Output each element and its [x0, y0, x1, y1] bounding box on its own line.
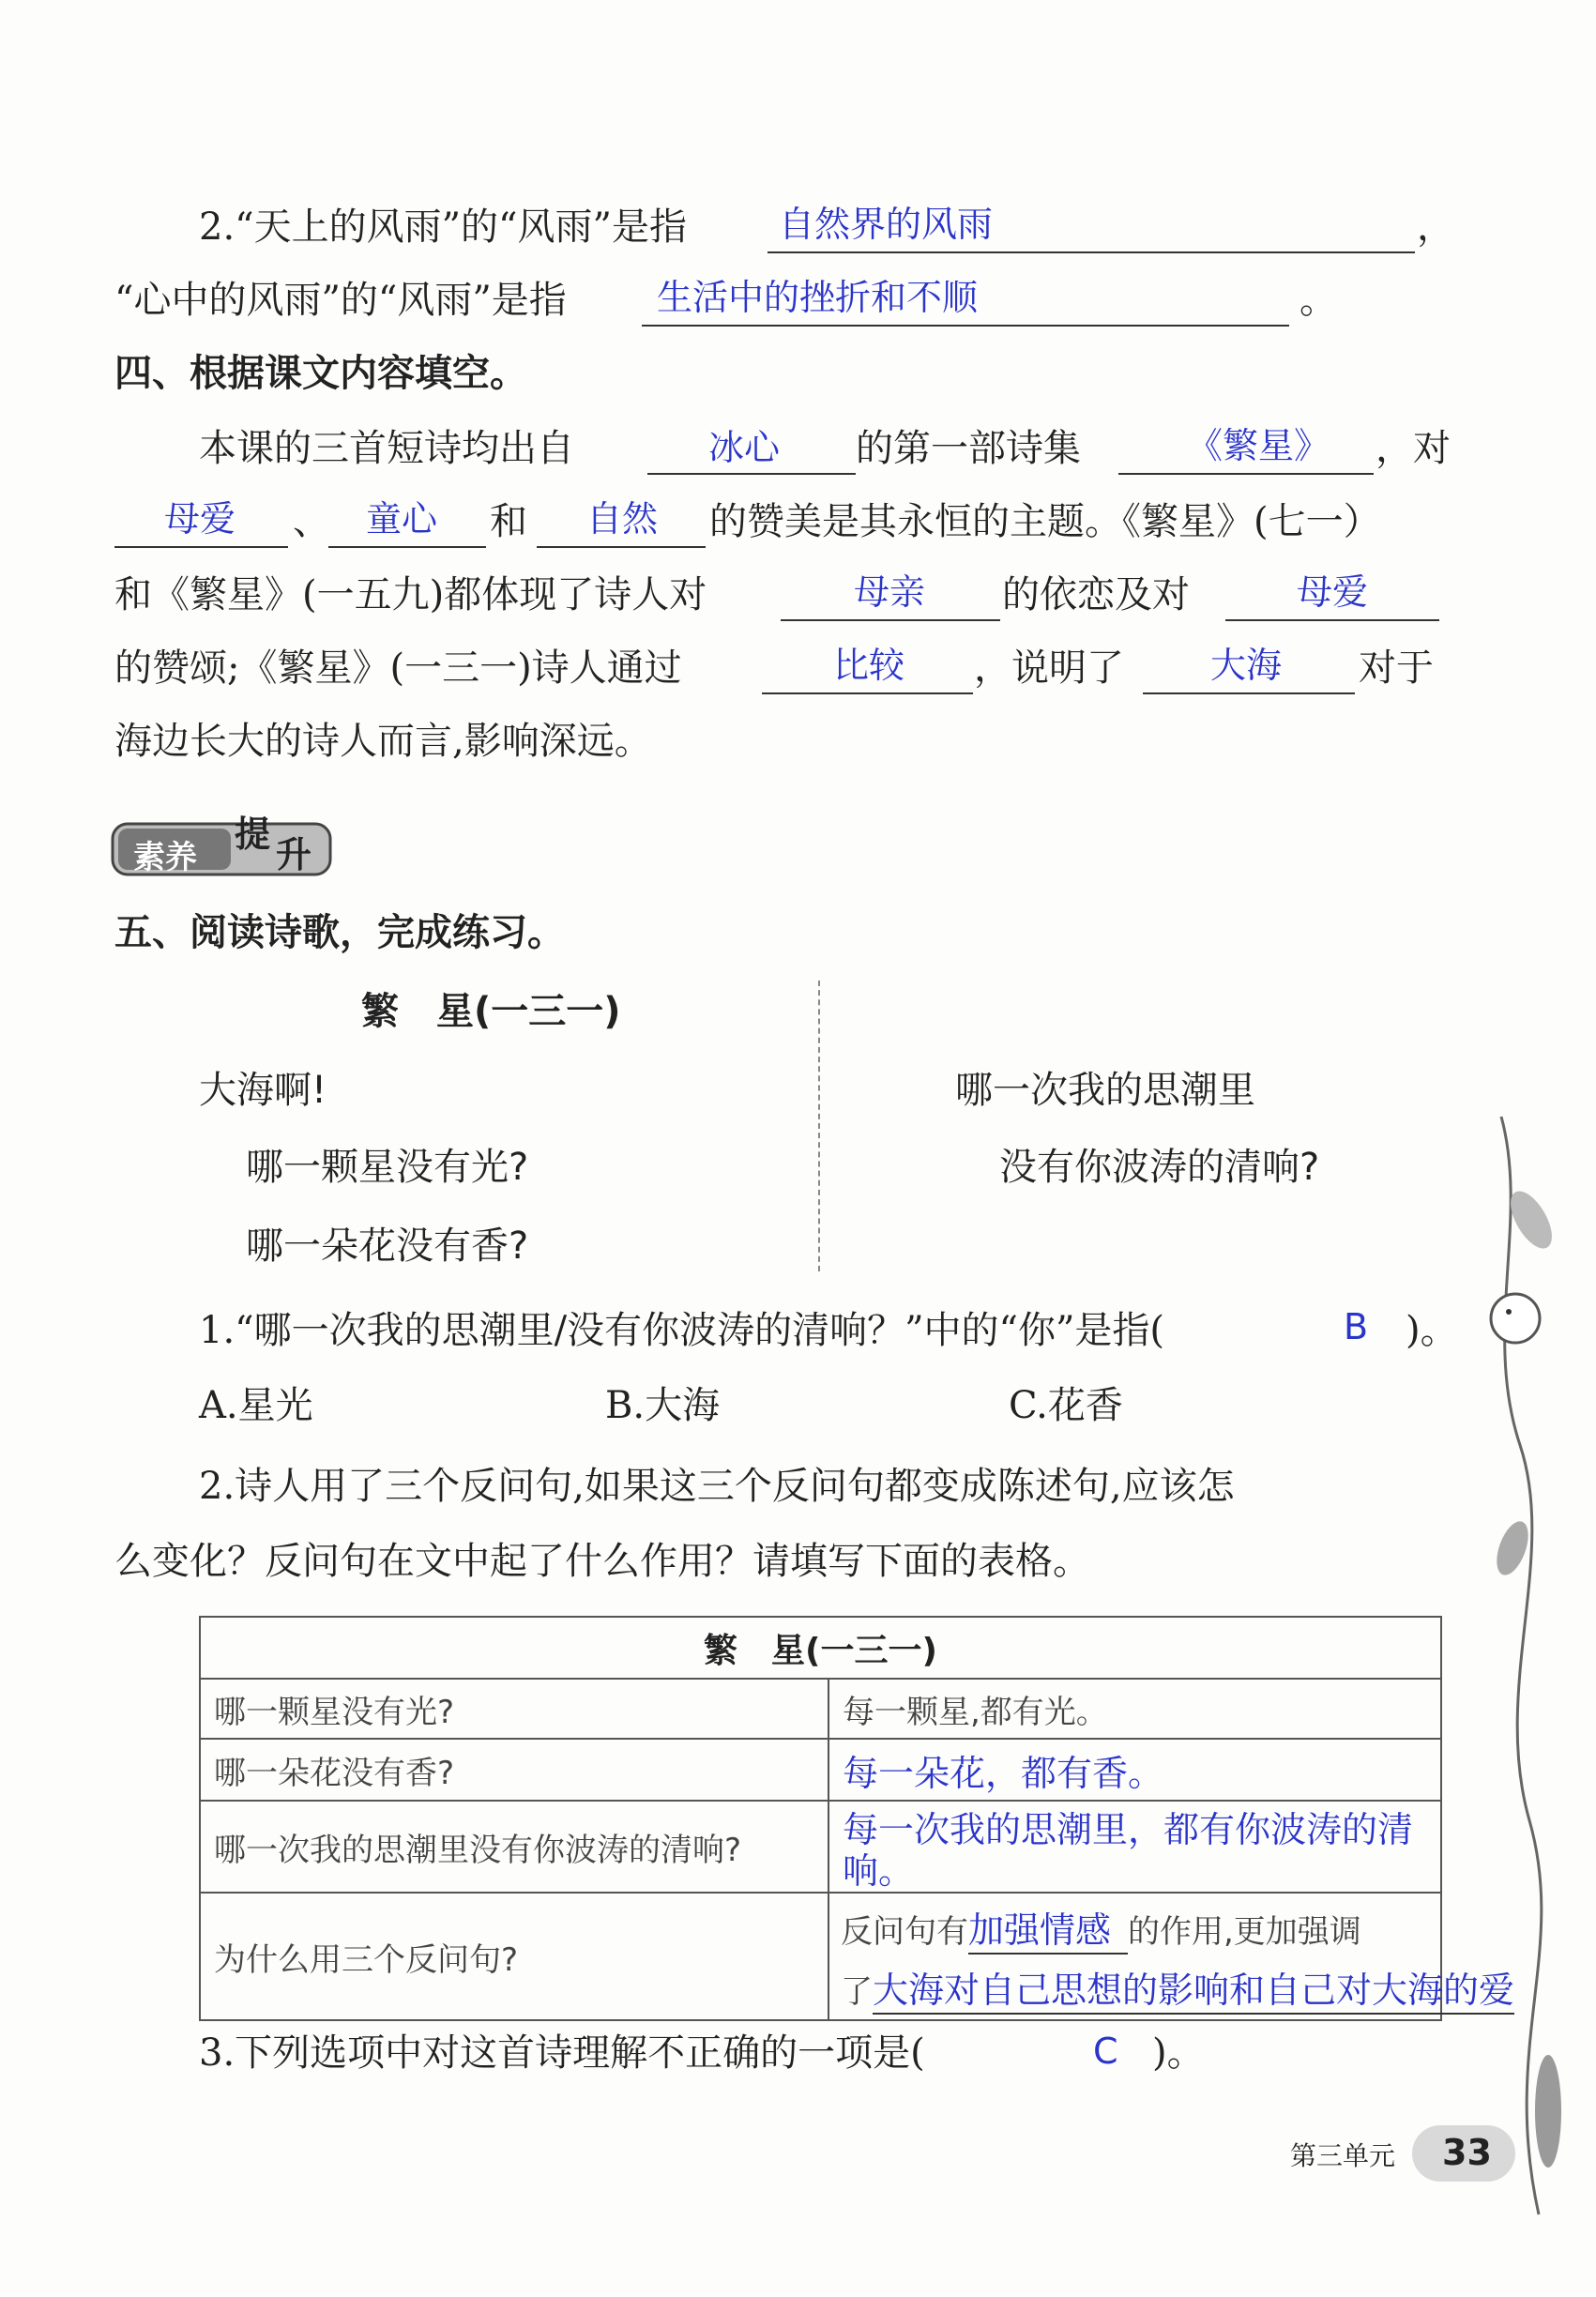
- q2-line2-blank: [642, 325, 1289, 327]
- q3-answer: C: [1093, 2031, 1118, 2072]
- vine-decoration: [1464, 1107, 1596, 2224]
- blank-love: [114, 546, 288, 548]
- s4-line2-c: 的赞美是其永恒的主题。《繁星》(七一）: [709, 500, 1381, 543]
- s4-line1-a: 本课的三首短诗均出自: [199, 427, 574, 470]
- table-row: [200, 1801, 1441, 1893]
- poem-right-line-2: 没有你波涛的清响?: [999, 1146, 1320, 1189]
- badge-part2: 提: [235, 814, 271, 855]
- q2-line2-prefix: “心中的风雨”的“风雨”是指: [114, 279, 567, 322]
- option-b: B.大海: [605, 1384, 721, 1427]
- answer-book: 《繁星》: [1187, 425, 1330, 466]
- row3-left: 哪一次我的思潮里没有你波涛的清响?: [200, 1801, 828, 1893]
- blank-sea: [1143, 692, 1355, 694]
- table-header-row: [200, 1617, 1441, 1679]
- blank-motherlove: [1225, 619, 1439, 621]
- poem-title: 繁 星(一三一): [361, 990, 621, 1033]
- option-a: A.星光: [199, 1384, 313, 1427]
- why-b: 的作用,更加强调: [1128, 1913, 1361, 1951]
- q3-end: )。: [1152, 2031, 1205, 2075]
- poem-right-line-1: 哪一次我的思潮里: [955, 1069, 1255, 1112]
- s4-line2-b: 和: [490, 500, 527, 543]
- s4-line1-c: ，对: [1376, 427, 1451, 470]
- why-c: 了: [841, 1973, 873, 2011]
- answer-motherlove: 母爱: [1297, 571, 1369, 613]
- q2-line1-suffix: ，: [1417, 205, 1454, 249]
- q1-end: )。: [1406, 1309, 1458, 1352]
- answer-mother: 母亲: [854, 571, 926, 613]
- poem-left-line-1: 大海啊!: [199, 1069, 327, 1112]
- row2-left: 哪一朵花没有香?: [200, 1739, 828, 1801]
- q2-line2-answer: 生活中的挫折和不顺: [657, 277, 979, 318]
- page-number: 33: [1442, 2132, 1492, 2173]
- row2-right: 每一朵花，都有香。: [828, 1739, 1441, 1801]
- s4-line5: 海边长大的诗人而言,影响深远。: [114, 720, 652, 763]
- answer-author: 冰心: [708, 427, 781, 468]
- blank-child: [328, 546, 486, 548]
- why-a: 反问句有: [841, 1913, 968, 1951]
- badge-part1: 素养: [133, 839, 197, 876]
- q1-answer: B: [1344, 1306, 1369, 1347]
- answer-love: 母爱: [164, 498, 236, 540]
- blank-author: [647, 473, 856, 475]
- answer-compare: 比较: [833, 645, 905, 686]
- badge-part3: 升: [276, 834, 312, 875]
- s4-line3-a: 和《繁星》(一五九)都体现了诗人对: [114, 573, 707, 616]
- poem-divider: [818, 981, 820, 1271]
- answer-nature: 自然: [586, 498, 659, 540]
- section4-title: 四、根据课文内容填空。: [114, 352, 527, 395]
- table-row: [200, 1679, 1441, 1739]
- s4-line4-c: 对于: [1359, 647, 1434, 690]
- q2-line1-blank: [768, 251, 1415, 253]
- s4-sep1: 、: [293, 500, 330, 543]
- q2-line2-suffix: 。: [1300, 279, 1337, 322]
- q2-line1-prefix: 2.“天上的风雨”的“风雨”是指: [199, 205, 687, 249]
- why-answer-2: 大海对自己思想的影响和自己对大海的爱: [873, 1961, 1514, 2015]
- q3-text: 3.下列选项中对这首诗理解不正确的一项是(: [199, 2031, 925, 2075]
- q2-line2: 么变化？反问句在文中起了什么作用？请填写下面的表格。: [114, 1540, 1090, 1583]
- q2-line1: 2.诗人用了三个反问句,如果这三个反问句都变成陈述句,应该怎: [199, 1465, 1235, 1508]
- row1-right: 每一颗星,都有光。: [828, 1679, 1441, 1739]
- conversion-table: [199, 1616, 1515, 2021]
- blank-nature: [537, 546, 706, 548]
- q1-text: 1.“哪一次我的思潮里/没有你波涛的清响？”中的“你”是指(: [199, 1309, 1165, 1352]
- s4-line4-a: 的赞颂;《繁星》(一三一)诗人通过: [114, 647, 682, 690]
- row3-right: 每一次我的思潮里，都有你波涛的清响。: [828, 1801, 1441, 1893]
- section5-title: 五、阅读诗歌，完成练习。: [114, 911, 565, 954]
- footer-unit: 第三单元: [1290, 2140, 1396, 2171]
- row4-right: [828, 1893, 1515, 2020]
- blank-compare: [762, 692, 973, 694]
- table-row: [200, 1739, 1441, 1801]
- poem-left-line-2: 哪一颗星没有光?: [246, 1146, 529, 1189]
- answer-child: 童心: [366, 498, 438, 540]
- q2-line1-answer: 自然界的风雨: [779, 204, 994, 245]
- table-header: 繁 星(一三一): [200, 1617, 1441, 1679]
- row1-left: 哪一颗星没有光?: [200, 1679, 828, 1739]
- s4-line1-b: 的第一部诗集: [856, 427, 1081, 470]
- blank-book: [1118, 473, 1374, 475]
- suyang-tisheng-badge: [111, 805, 336, 880]
- s4-line4-b: ，说明了: [974, 647, 1124, 690]
- why-answer-1: 加强情感: [968, 1901, 1128, 1955]
- table-row: [200, 1893, 1441, 2020]
- s4-line3-b: 的依恋及对: [1002, 573, 1190, 616]
- answer-sea: 大海: [1210, 645, 1283, 686]
- poem-left-line-3: 哪一朵花没有香?: [246, 1225, 529, 1268]
- row4-left: 为什么用三个反问句?: [200, 1893, 828, 2020]
- option-c: C.花香: [1009, 1384, 1123, 1427]
- blank-mother: [781, 619, 1000, 621]
